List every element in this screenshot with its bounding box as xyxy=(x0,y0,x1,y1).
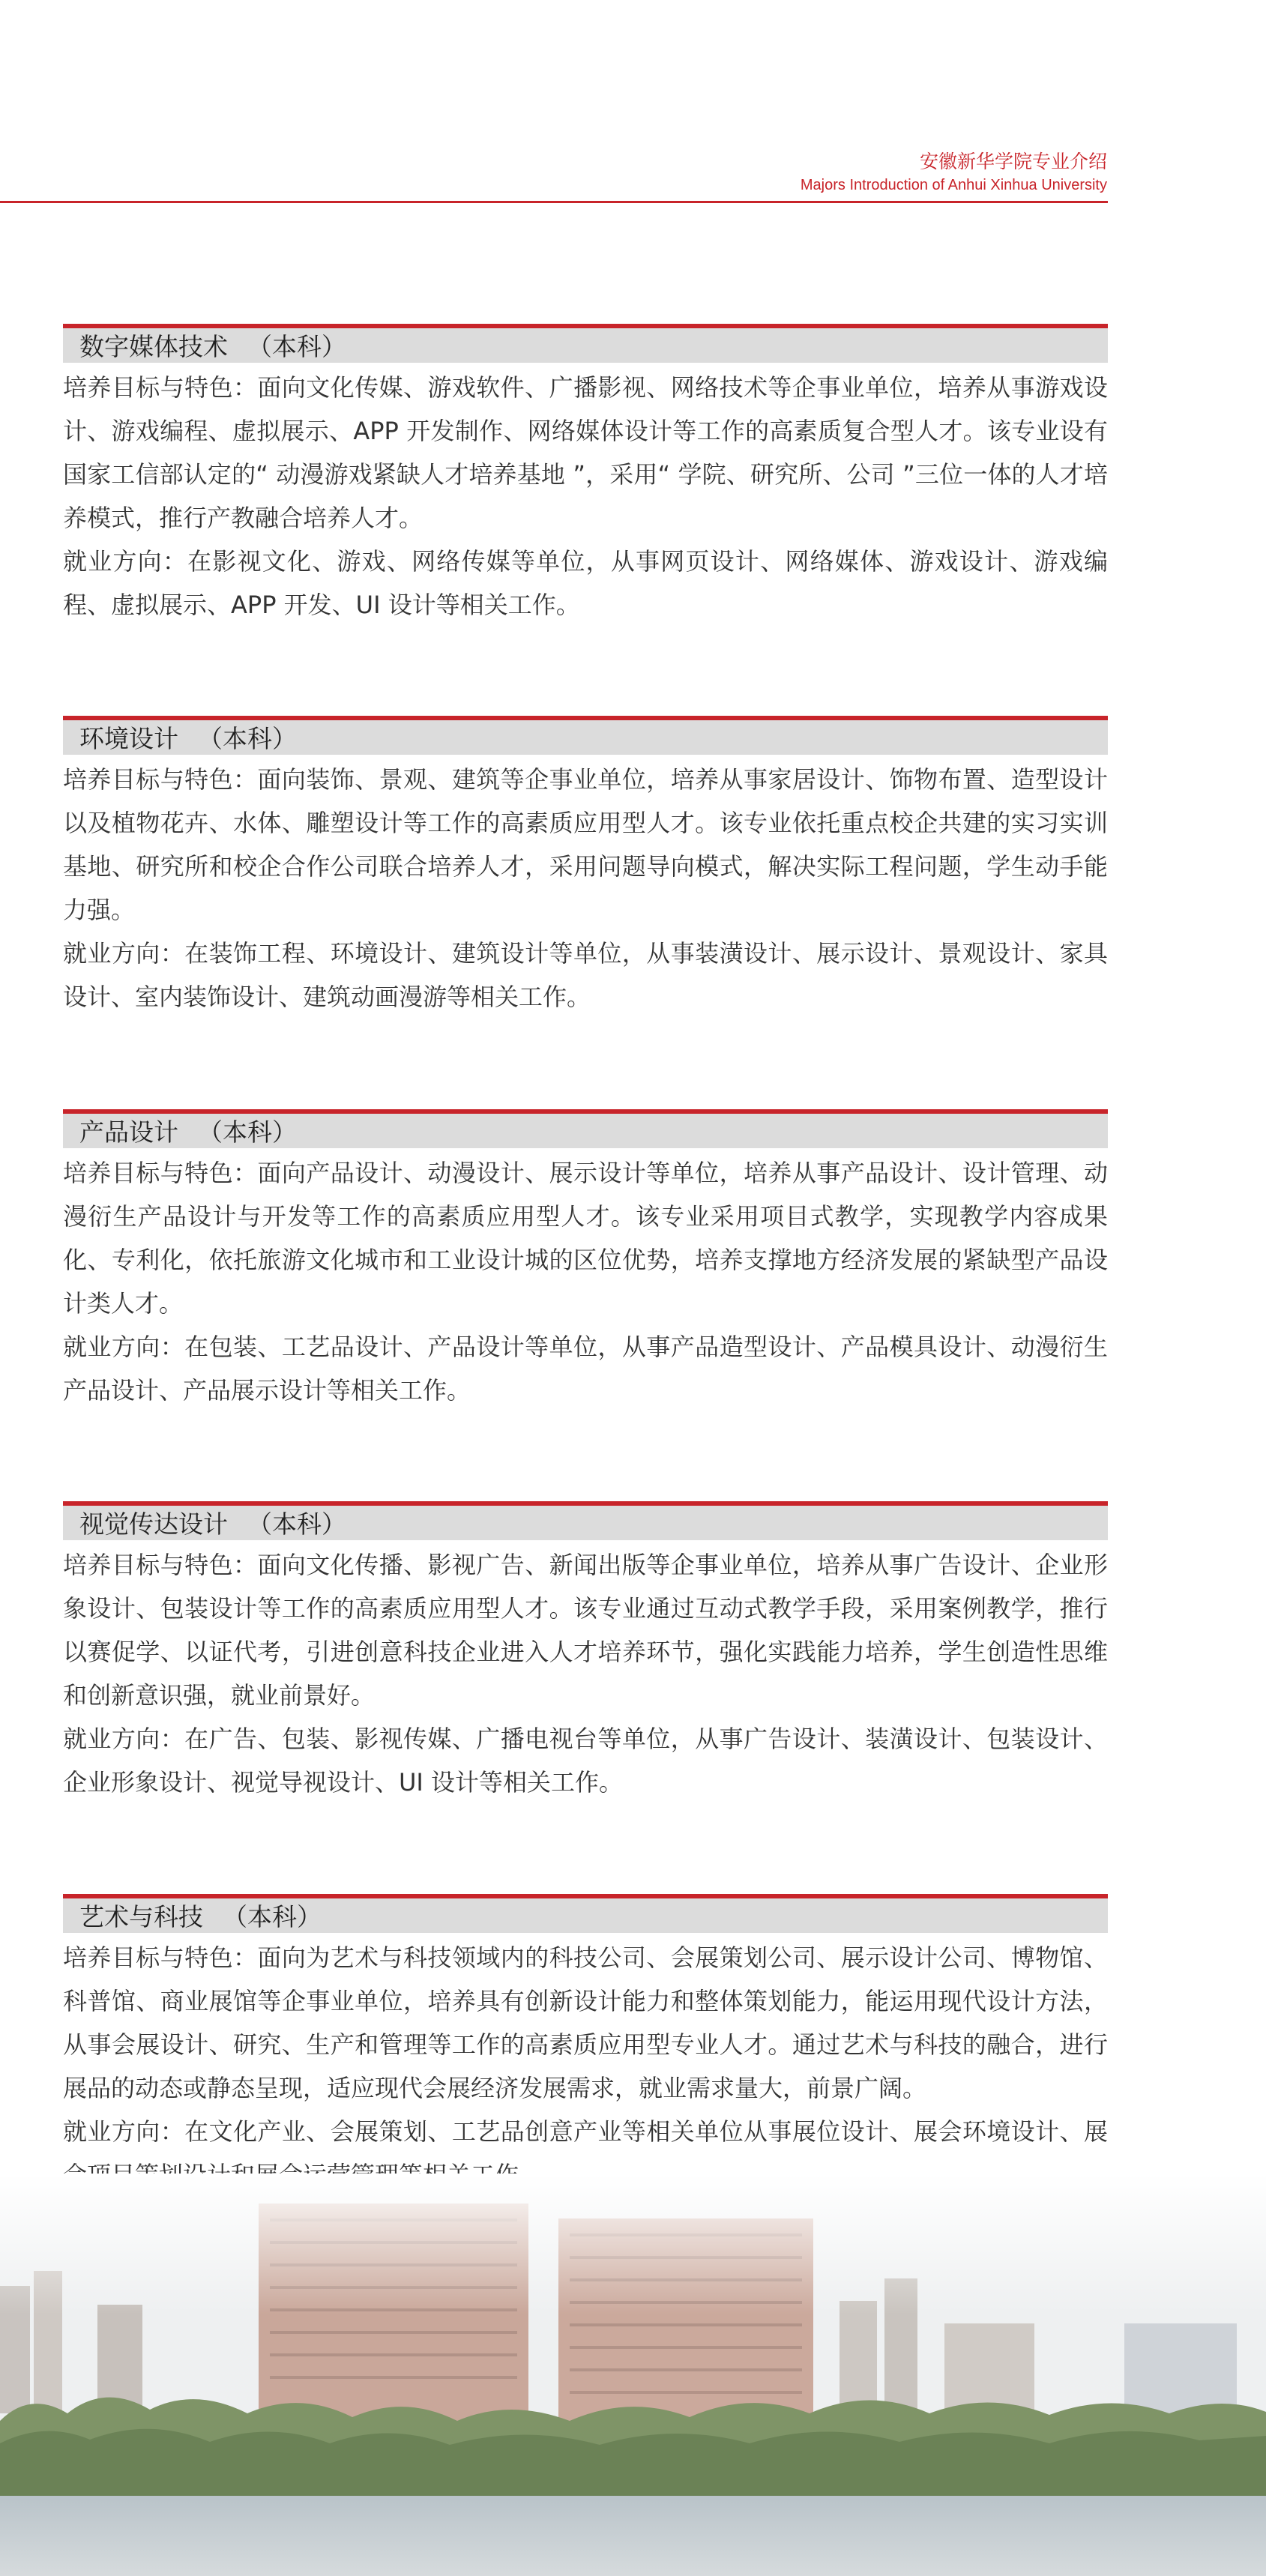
campus-photo xyxy=(0,2174,1266,2576)
major-name: 产品设计 xyxy=(79,1117,178,1147)
major-degree: （本科） xyxy=(247,1509,346,1539)
major-degree: （本科） xyxy=(198,724,297,753)
major-name: 视觉传达设计 xyxy=(79,1509,228,1539)
page-header xyxy=(0,0,1266,204)
major-name: 数字媒体技术 xyxy=(79,332,228,361)
major-title xyxy=(79,1901,322,1933)
major-career: 就业方向：在广告、包装、影视传媒、广播电视台等单位，从事广告设计、装潢设计、包装设计、企业形象设计、视觉导视设计、UI 设计等相关工作。 xyxy=(63,1725,1108,1797)
major-degree: （本科） xyxy=(223,1902,322,1931)
section-header-bar xyxy=(63,1109,1108,1148)
campus-skyline-illustration xyxy=(0,2174,1266,2576)
major-title xyxy=(79,331,346,363)
major-goal: 培养目标与特色：面向产品设计、动漫设计、展示设计等单位，培养从事产品设计、设计管理、动漫衍生产品设计与开发等工作的高素质应用型人才。该专业采用项目式教学，实现教学内容成果化、专利化，依托旅游文化城市和工业设计城的区位优势，培养支撑地方经济发展的紧缺型产品设计类人才。 xyxy=(63,1159,1108,1318)
major-career: 就业方向：在装饰工程、环境设计、建筑设计等单位，从事装潢设计、展示设计、景观设计、家具设计、室内装饰设计、建筑动画漫游等相关工作。 xyxy=(63,939,1108,1011)
section-header-bar xyxy=(63,324,1108,363)
major-section-product-design xyxy=(63,1109,1108,1412)
major-career: 就业方向：在文化产业、会展策划、工艺品创意产业等相关单位从事展位设计、展会环境设计、展 xyxy=(63,2117,1108,2146)
section-header-bar xyxy=(63,1894,1108,1933)
major-career: 就业方向：在影视文化、游戏、网络传媒等单位，从事网页设计、网络媒体、游戏设计、游戏编程、虚拟展示、APP 开发、UI 设计等相关工作。 xyxy=(63,547,1108,619)
major-title xyxy=(79,723,297,755)
major-degree: （本科） xyxy=(198,1117,297,1147)
header-subtitle: Majors Introduction of Anhui Xinhua University xyxy=(800,177,1107,193)
major-name: 环境设计 xyxy=(79,724,178,753)
section-header-bar xyxy=(63,1501,1108,1540)
major-goal: 培养目标与特色：面向文化传播、影视广告、新闻出版等企事业单位，培养从事广告设计、企业形象设计、包装设计等工作的高素质应用型人才。该专业通过互动式教学手段，采用案例教学，推行以赛促学、以证代考，引进创意科技企业进入人才培养环节，强化实践能力培养，学生创造性思维和创新意识强，就业前景好。 xyxy=(63,1551,1108,1710)
header-divider xyxy=(0,201,1108,203)
major-goal: 培养目标与特色：面向装饰、景观、建筑等企事业单位，培养从事家居设计、饰物布置、造型设计以及植物花卉、水体、雕塑设计等工作的高素质应用型人才。该专业依托重点校企共建的实习实训基地、研究所和校企合作公司联合培养人才，采用问题导向模式，解决实际工程问题，学生动手能力强。 xyxy=(63,765,1108,924)
major-career: 就业方向：在包装、工艺品设计、产品设计等单位，从事产品造型设计、产品模具设计、动漫衍生产品设计、产品展示设计等相关工作。 xyxy=(63,1333,1108,1405)
major-title xyxy=(79,1509,346,1540)
major-title xyxy=(79,1117,297,1148)
major-name: 艺术与科技 xyxy=(79,1902,203,1931)
major-goal: 培养目标与特色：面向为艺术与科技领域内的科技公司、会展策划公司、展示设计公司、博物馆、科普馆、商业展馆等企事业单位，培养具有创新设计能力和整体策划能力，能运用现代设计方法，从事会展设计、研究、生产和管理等工作的高素质应用型专业人才。通过艺术与科技的融合，进行展品的动态或静态呈现，适应现代会展经济发展需求，就业需求量大，前景广阔。 xyxy=(63,1943,1108,2102)
section-header-bar xyxy=(63,716,1108,755)
major-section-visual-communication xyxy=(63,1501,1108,1804)
major-section-art-technology xyxy=(63,1894,1108,2197)
major-section-digital-media xyxy=(63,324,1108,627)
major-section-environment-design xyxy=(63,716,1108,1019)
major-goal: 培养目标与特色：面向文化传媒、游戏软件、广播影视、网络技术等企事业单位，培养从事游戏设计、游戏编程、虚拟展示、APP 开发制作、网络媒体设计等工作的高素质复合型人才。该专业设有国家工信部认定的“ 动漫游戏紧缺人才培养基地 ”，采用“ 学院、研究所、公司 ”三位一体的人才培养模式，推行产教融合培养人才。 xyxy=(63,373,1108,532)
header-title: 安徽新华学院专业介绍 xyxy=(919,151,1107,172)
major-degree: （本科） xyxy=(247,332,346,361)
